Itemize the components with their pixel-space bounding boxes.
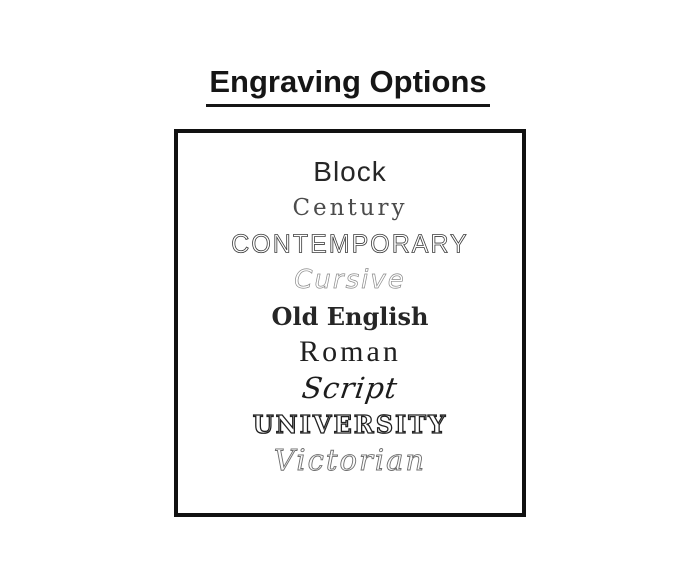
font-sample-century: Century (292, 195, 408, 221)
font-sample-old-english: Old English (271, 301, 429, 331)
font-sample-roman: Roman (299, 335, 401, 368)
font-sample-block: Block (313, 156, 387, 187)
page-title: Engraving Options (206, 64, 489, 107)
font-sample-victorian: Victorian (273, 443, 427, 477)
font-sample-script: Script (299, 371, 401, 405)
font-sample-contemporary: CONTEMPORARY (231, 228, 469, 259)
font-sample-cursive: Cursive (294, 265, 406, 295)
font-options-panel (174, 129, 526, 517)
font-sample-university: UNIVERSITY (252, 409, 448, 439)
title-container (0, 64, 696, 107)
